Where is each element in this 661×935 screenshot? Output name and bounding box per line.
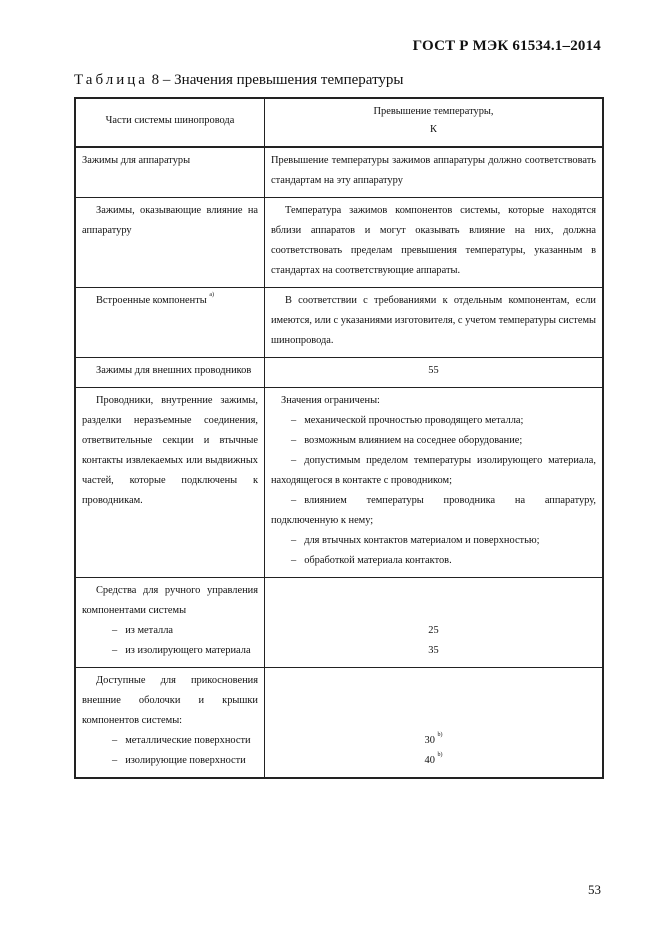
row-part — [75, 668, 265, 779]
list-item: – для втычных контактов материалом и поверхностью; — [291, 535, 540, 546]
list-item: – возможным влиянием на соседнее оборудование; — [291, 435, 523, 446]
row-part: Проводники, внутренние зажимы, разделки неразъемные соединения, ответвительные секции и втычные контакты извлекаемых или выдвижных частей, которые подключены к проводникам. — [75, 388, 265, 578]
row-part-text: Встроенные компоненты — [96, 295, 207, 306]
document-id: ГОСТ Р МЭК 61534.1–2014 — [412, 38, 601, 54]
row-part — [75, 288, 265, 358]
header-parts: Части системы шинопровода — [75, 98, 265, 147]
row-part: Зажимы для внешних проводников — [75, 358, 265, 388]
row-value — [265, 578, 604, 668]
header-temperature-line1: Превышение температуры, — [373, 106, 494, 117]
header-temperature — [265, 98, 604, 147]
row-part: Зажимы для аппаратуры — [75, 147, 265, 198]
sub-value: 40 $^{b)}$ — [424, 752, 443, 766]
row-part-text: Доступные для прикосновения внешние оболочки и крышки компонентов системы: — [82, 675, 258, 726]
list-item: – механической прочностью проводящего металла; — [291, 415, 524, 426]
row-value: Превышение температуры зажимов аппаратуры должно соответствовать стандартам на эту аппаратуру — [265, 147, 604, 198]
row-part — [75, 578, 265, 668]
sub-value: 35 — [428, 645, 439, 656]
header-temperature-unit: К — [430, 124, 437, 135]
table-row — [75, 198, 603, 288]
list-item: – допустимым пределом температуры изолирующего материала, находящегося в контакте с проводником; — [271, 455, 596, 486]
sub-item: – металлические поверхности — [112, 735, 251, 746]
row-value: В соответствии с требованиями к отдельным компонентам, если имеются, или с указаниями изготовителя, с учетом температуры системы шинопровода. — [265, 288, 604, 358]
table-row — [75, 288, 603, 358]
footnote-mark: a) — [209, 292, 215, 298]
row-value: Температура зажимов компонентов системы, которые находятся вблизи аппаратов и могут оказывать влияние на них, должна соответствовать пределам превышения температуры, указанным в стандартах на соответствующие аппараты. — [265, 198, 604, 288]
row-part-text: Средства для ручного управления компонентами системы — [82, 585, 258, 616]
table-row — [75, 578, 603, 668]
row-value — [265, 388, 604, 578]
sub-item: – из изолирующего материала — [112, 645, 251, 656]
row-part: Зажимы, оказывающие влияние на аппаратуру — [75, 198, 265, 288]
sub-item: – из металла — [112, 625, 174, 636]
sub-item: – изолирующие поверхности — [112, 755, 246, 766]
temperature-rise-table — [74, 97, 604, 779]
table-row — [75, 147, 603, 198]
row-value — [265, 668, 604, 779]
caption-word: Таблица — [74, 72, 148, 88]
page-number: 53 — [588, 882, 601, 897]
value-intro: Значения ограничены: — [281, 395, 380, 406]
row-value: 55 — [265, 358, 604, 388]
table-caption — [74, 72, 404, 89]
table-header-row — [75, 98, 603, 147]
list-item: – обработкой материала контактов. — [291, 555, 452, 566]
table-row — [75, 358, 603, 388]
caption-title: 8 – Значения превышения температуры — [151, 72, 404, 88]
sub-value: 30 $^{b)}$ — [424, 732, 443, 746]
list-item: – влиянием температуры проводника на аппаратуру, подключенную к нему; — [271, 495, 596, 526]
table-row — [75, 668, 603, 779]
sub-value: 25 — [428, 625, 439, 636]
table-row — [75, 388, 603, 578]
